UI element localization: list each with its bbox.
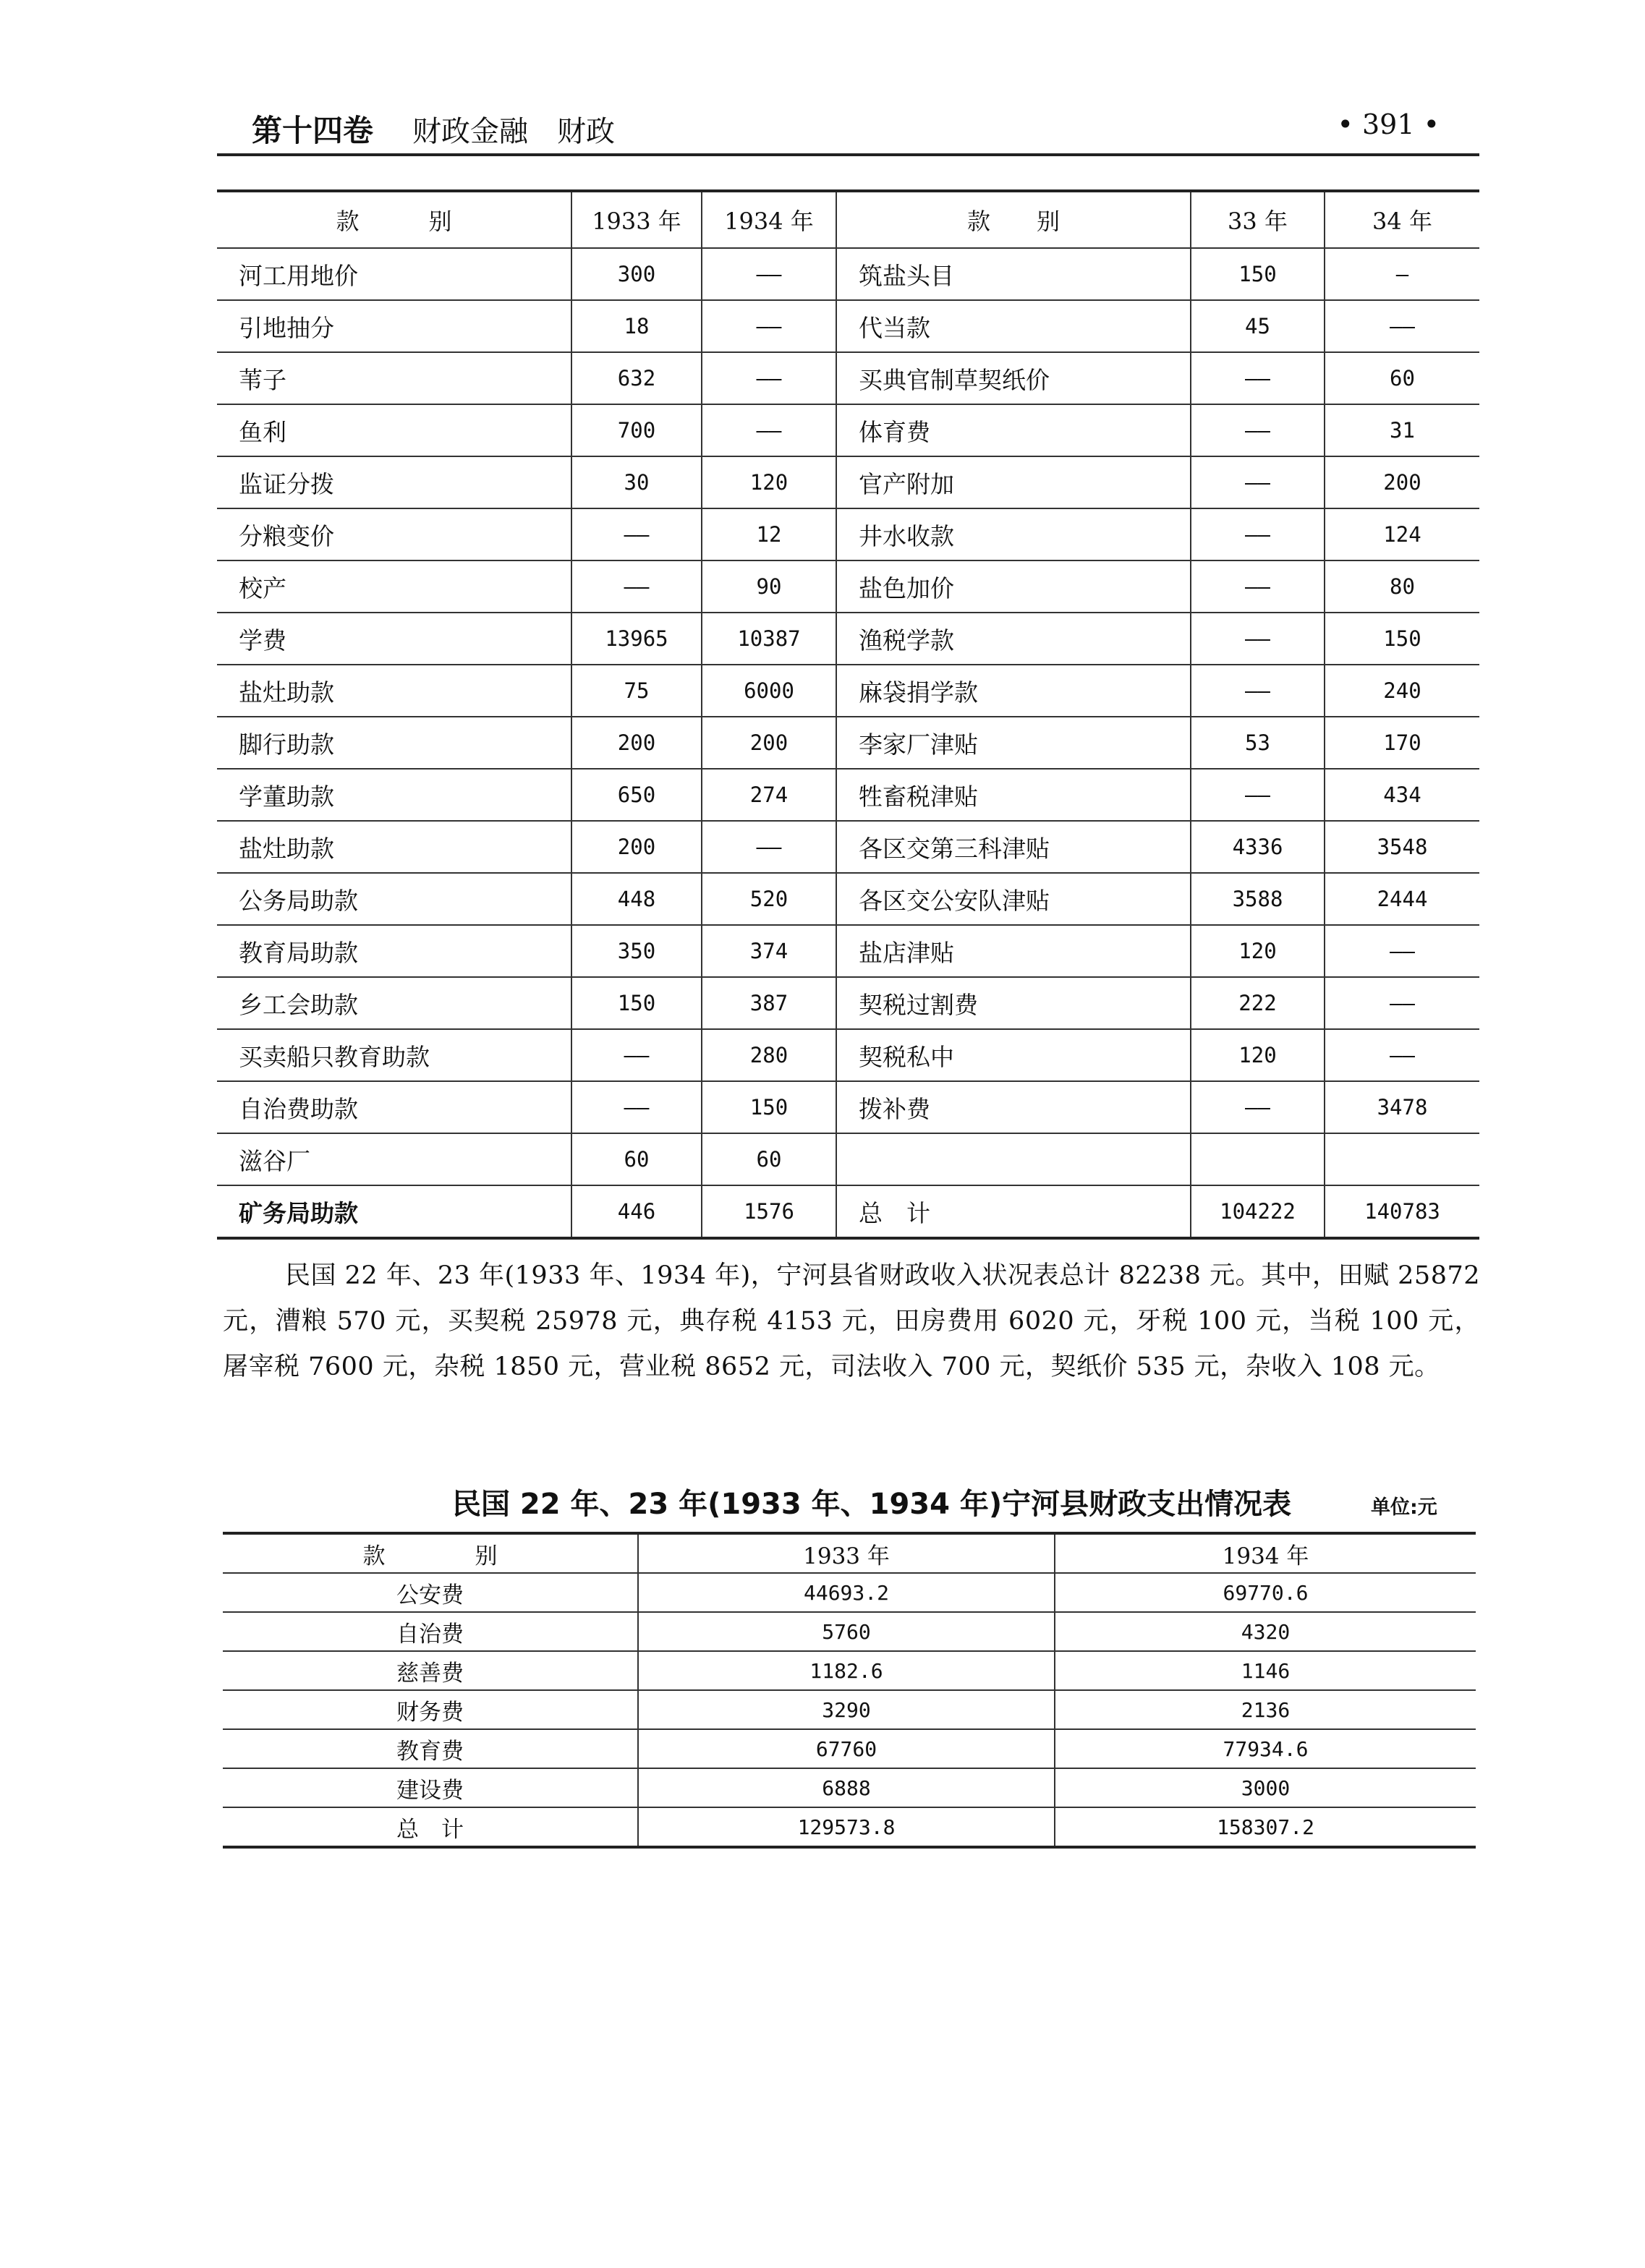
table-row bbox=[217, 665, 1479, 717]
table-row bbox=[217, 873, 1479, 925]
item-name-cell: 教育局助款 bbox=[217, 925, 571, 977]
table-row bbox=[217, 352, 1479, 404]
volume-title: 第十四卷 bbox=[252, 113, 374, 148]
summary-paragraph: 民国 22 年、23 年(1933 年、1934 年)，宁河县省财政收入状况表总计 82238 元。其中，田赋 25872 元，漕粮 570 元，买契税 25978 元，典存税 4153 元，田房费用 6020 元，牙税 100 元，当税 100 元，屠宰税 7600 元，杂税 1850 元，营业税 8652 元，司法收入 700 元，契纸价 535 元，杂收入 108 元。 bbox=[223, 1261, 1480, 1381]
value-1933-cell: —— bbox=[571, 1081, 702, 1133]
expense-header-1933: 1933 年 bbox=[638, 1533, 1055, 1573]
item-name-cell: 乡工会助款 bbox=[217, 977, 571, 1029]
expense-y1933-cell: 1182.6 bbox=[638, 1651, 1055, 1690]
table-row bbox=[217, 1081, 1479, 1133]
table-row bbox=[217, 248, 1479, 300]
table-row bbox=[217, 925, 1479, 977]
item-name-cell: 学费 bbox=[217, 613, 571, 665]
value-1933-cell: 150 bbox=[571, 977, 702, 1029]
value-33-cell: —— bbox=[1191, 769, 1325, 821]
value-34-cell: — bbox=[1325, 248, 1479, 300]
value-1933-cell: —— bbox=[571, 560, 702, 613]
value-33-cell bbox=[1191, 1133, 1325, 1185]
header-left-1933: 1933 年 bbox=[571, 191, 702, 248]
table-row bbox=[217, 821, 1479, 873]
value-33-cell: 104222 bbox=[1191, 1185, 1325, 1238]
item-name-cell: 引地抽分 bbox=[217, 300, 571, 352]
value-1934-cell: 1576 bbox=[702, 1185, 836, 1238]
expense-item-cell: 公安费 bbox=[223, 1573, 638, 1612]
expense-table-title: 民国 22 年、23 年(1933 年、1934 年)宁河县财政支出情况表 bbox=[452, 1488, 1292, 1521]
value-33-cell: —— bbox=[1191, 613, 1325, 665]
value-1933-cell: 300 bbox=[571, 248, 702, 300]
expense-y1934-cell: 1146 bbox=[1055, 1651, 1476, 1690]
item-name-cell: 筑盐头目 bbox=[836, 248, 1191, 300]
table-row bbox=[217, 404, 1479, 456]
expense-item-cell: 财务费 bbox=[223, 1690, 638, 1729]
page-header bbox=[217, 94, 1479, 156]
value-33-cell: —— bbox=[1191, 508, 1325, 560]
value-1933-cell: 350 bbox=[571, 925, 702, 977]
value-1933-cell: —— bbox=[571, 1029, 702, 1081]
table-row bbox=[223, 1768, 1476, 1807]
header-left-item: 款 别 bbox=[217, 191, 571, 248]
value-34-cell: —— bbox=[1325, 977, 1479, 1029]
expense-item-cell: 建设费 bbox=[223, 1768, 638, 1807]
table-row bbox=[223, 1807, 1476, 1847]
expense-y1933-cell: 44693.2 bbox=[638, 1573, 1055, 1612]
header-right-34: 34 年 bbox=[1325, 191, 1479, 248]
expense-table bbox=[223, 1532, 1476, 1849]
item-name-cell: 自治费助款 bbox=[217, 1081, 571, 1133]
value-33-cell: 45 bbox=[1191, 300, 1325, 352]
value-33-cell: 120 bbox=[1191, 925, 1325, 977]
item-name-cell: 各区交公安队津贴 bbox=[836, 873, 1191, 925]
value-34-cell: —— bbox=[1325, 300, 1479, 352]
item-name-cell: 滋谷厂 bbox=[217, 1133, 571, 1185]
value-34-cell: 150 bbox=[1325, 613, 1479, 665]
value-34-cell: 200 bbox=[1325, 456, 1479, 508]
value-34-cell: —— bbox=[1325, 1029, 1479, 1081]
expense-y1934-cell: 3000 bbox=[1055, 1768, 1476, 1807]
expense-item-cell: 自治费 bbox=[223, 1612, 638, 1651]
page-number: • 391 • bbox=[1337, 108, 1440, 140]
item-name-cell: 盐灶助款 bbox=[217, 821, 571, 873]
item-name-cell: 李家厂津贴 bbox=[836, 717, 1191, 769]
value-1933-cell: 448 bbox=[571, 873, 702, 925]
table-row bbox=[217, 456, 1479, 508]
value-1933-cell: 700 bbox=[571, 404, 702, 456]
value-1934-cell: —— bbox=[702, 404, 836, 456]
value-1933-cell: 200 bbox=[571, 821, 702, 873]
item-name-cell: 契税过割费 bbox=[836, 977, 1191, 1029]
value-1933-cell: 446 bbox=[571, 1185, 702, 1238]
item-name-cell: 矿务局助款 bbox=[217, 1185, 571, 1238]
section-title: 财政金融 财政 bbox=[412, 115, 615, 148]
table-row bbox=[223, 1651, 1476, 1690]
value-34-cell: 3478 bbox=[1325, 1081, 1479, 1133]
value-34-cell: 2444 bbox=[1325, 873, 1479, 925]
value-33-cell: 120 bbox=[1191, 1029, 1325, 1081]
item-name-cell: 学董助款 bbox=[217, 769, 571, 821]
expense-y1933-cell: 129573.8 bbox=[638, 1807, 1055, 1847]
value-33-cell: 150 bbox=[1191, 248, 1325, 300]
item-name-cell: 分粮变价 bbox=[217, 508, 571, 560]
value-1934-cell: 274 bbox=[702, 769, 836, 821]
value-34-cell: 31 bbox=[1325, 404, 1479, 456]
value-34-cell: 240 bbox=[1325, 665, 1479, 717]
item-name-cell: 渔税学款 bbox=[836, 613, 1191, 665]
item-name-cell: 监证分拨 bbox=[217, 456, 571, 508]
table-row bbox=[217, 769, 1479, 821]
item-name-cell: 苇子 bbox=[217, 352, 571, 404]
value-33-cell: —— bbox=[1191, 456, 1325, 508]
value-33-cell: 222 bbox=[1191, 977, 1325, 1029]
value-33-cell: 3588 bbox=[1191, 873, 1325, 925]
value-33-cell: —— bbox=[1191, 404, 1325, 456]
value-1934-cell: 120 bbox=[702, 456, 836, 508]
expense-table-header-row bbox=[223, 1533, 1476, 1573]
value-34-cell: 124 bbox=[1325, 508, 1479, 560]
value-1934-cell: —— bbox=[702, 352, 836, 404]
value-34-cell bbox=[1325, 1133, 1479, 1185]
item-name-cell: 总 计 bbox=[836, 1185, 1191, 1238]
value-33-cell: —— bbox=[1191, 352, 1325, 404]
value-1934-cell: —— bbox=[702, 821, 836, 873]
value-1934-cell: 10387 bbox=[702, 613, 836, 665]
value-1934-cell: 60 bbox=[702, 1133, 836, 1185]
value-1934-cell: 387 bbox=[702, 977, 836, 1029]
expense-y1934-cell: 2136 bbox=[1055, 1690, 1476, 1729]
item-name-cell: 体育费 bbox=[836, 404, 1191, 456]
table-row bbox=[217, 1133, 1479, 1185]
value-1933-cell: 60 bbox=[571, 1133, 702, 1185]
expense-y1933-cell: 3290 bbox=[638, 1690, 1055, 1729]
expense-y1934-cell: 69770.6 bbox=[1055, 1573, 1476, 1612]
expense-header-1934: 1934 年 bbox=[1055, 1533, 1476, 1573]
table-row bbox=[223, 1573, 1476, 1612]
item-name-cell: 公务局助款 bbox=[217, 873, 571, 925]
value-1933-cell: 632 bbox=[571, 352, 702, 404]
value-1933-cell: 18 bbox=[571, 300, 702, 352]
expense-item-cell: 总 计 bbox=[223, 1807, 638, 1847]
value-34-cell: 170 bbox=[1325, 717, 1479, 769]
value-33-cell: 53 bbox=[1191, 717, 1325, 769]
value-1933-cell: 30 bbox=[571, 456, 702, 508]
value-1934-cell: 90 bbox=[702, 560, 836, 613]
expense-table-unit: 单位:元 bbox=[1371, 1496, 1437, 1519]
value-1934-cell: —— bbox=[702, 248, 836, 300]
header-left-1934: 1934 年 bbox=[702, 191, 836, 248]
value-1934-cell: 150 bbox=[702, 1081, 836, 1133]
item-name-cell: 校产 bbox=[217, 560, 571, 613]
table-row bbox=[217, 560, 1479, 613]
table-row bbox=[217, 717, 1479, 769]
header-right-item: 款 别 bbox=[836, 191, 1191, 248]
table-row bbox=[217, 977, 1479, 1029]
value-1934-cell: 200 bbox=[702, 717, 836, 769]
table-row bbox=[217, 1185, 1479, 1238]
value-1934-cell: 6000 bbox=[702, 665, 836, 717]
value-33-cell: 4336 bbox=[1191, 821, 1325, 873]
expense-item-cell: 慈善费 bbox=[223, 1651, 638, 1690]
item-name-cell: 盐店津贴 bbox=[836, 925, 1191, 977]
item-name-cell: 拨补费 bbox=[836, 1081, 1191, 1133]
value-33-cell: —— bbox=[1191, 560, 1325, 613]
item-name-cell: 代当款 bbox=[836, 300, 1191, 352]
item-name-cell bbox=[836, 1133, 1191, 1185]
item-name-cell: 各区交第三科津贴 bbox=[836, 821, 1191, 873]
table-row bbox=[223, 1690, 1476, 1729]
value-1934-cell: 520 bbox=[702, 873, 836, 925]
value-1933-cell: 650 bbox=[571, 769, 702, 821]
value-1933-cell: 200 bbox=[571, 717, 702, 769]
value-34-cell: 60 bbox=[1325, 352, 1479, 404]
value-1933-cell: —— bbox=[571, 508, 702, 560]
value-1934-cell: 374 bbox=[702, 925, 836, 977]
expense-y1933-cell: 6888 bbox=[638, 1768, 1055, 1807]
expense-item-cell: 教育费 bbox=[223, 1729, 638, 1768]
value-1933-cell: 75 bbox=[571, 665, 702, 717]
item-name-cell: 买卖船只教育助款 bbox=[217, 1029, 571, 1081]
item-name-cell: 官产附加 bbox=[836, 456, 1191, 508]
income-table bbox=[217, 189, 1479, 1240]
header-right-33: 33 年 bbox=[1191, 191, 1325, 248]
table-row bbox=[217, 613, 1479, 665]
value-33-cell: —— bbox=[1191, 1081, 1325, 1133]
expense-y1933-cell: 5760 bbox=[638, 1612, 1055, 1651]
value-1934-cell: 280 bbox=[702, 1029, 836, 1081]
table-row bbox=[217, 1029, 1479, 1081]
item-name-cell: 鱼利 bbox=[217, 404, 571, 456]
table-row bbox=[223, 1612, 1476, 1651]
expense-y1933-cell: 67760 bbox=[638, 1729, 1055, 1768]
item-name-cell: 契税私中 bbox=[836, 1029, 1191, 1081]
value-33-cell: —— bbox=[1191, 665, 1325, 717]
value-34-cell: 140783 bbox=[1325, 1185, 1479, 1238]
item-name-cell: 麻袋捐学款 bbox=[836, 665, 1191, 717]
expense-header-item: 款 别 bbox=[223, 1533, 638, 1573]
value-1933-cell: 13965 bbox=[571, 613, 702, 665]
item-name-cell: 买典官制草契纸价 bbox=[836, 352, 1191, 404]
table-row bbox=[217, 300, 1479, 352]
item-name-cell: 脚行助款 bbox=[217, 717, 571, 769]
value-34-cell: 434 bbox=[1325, 769, 1479, 821]
expense-y1934-cell: 158307.2 bbox=[1055, 1807, 1476, 1847]
income-table-header-row bbox=[217, 191, 1479, 248]
item-name-cell: 井水收款 bbox=[836, 508, 1191, 560]
item-name-cell: 河工用地价 bbox=[217, 248, 571, 300]
value-34-cell: 3548 bbox=[1325, 821, 1479, 873]
table-row bbox=[217, 508, 1479, 560]
table-row bbox=[223, 1729, 1476, 1768]
value-34-cell: —— bbox=[1325, 925, 1479, 977]
item-name-cell: 牲畜税津贴 bbox=[836, 769, 1191, 821]
item-name-cell: 盐色加价 bbox=[836, 560, 1191, 613]
value-1934-cell: —— bbox=[702, 300, 836, 352]
expense-y1934-cell: 4320 bbox=[1055, 1612, 1476, 1651]
item-name-cell: 盐灶助款 bbox=[217, 665, 571, 717]
value-1934-cell: 12 bbox=[702, 508, 836, 560]
value-34-cell: 80 bbox=[1325, 560, 1479, 613]
expense-y1934-cell: 77934.6 bbox=[1055, 1729, 1476, 1768]
